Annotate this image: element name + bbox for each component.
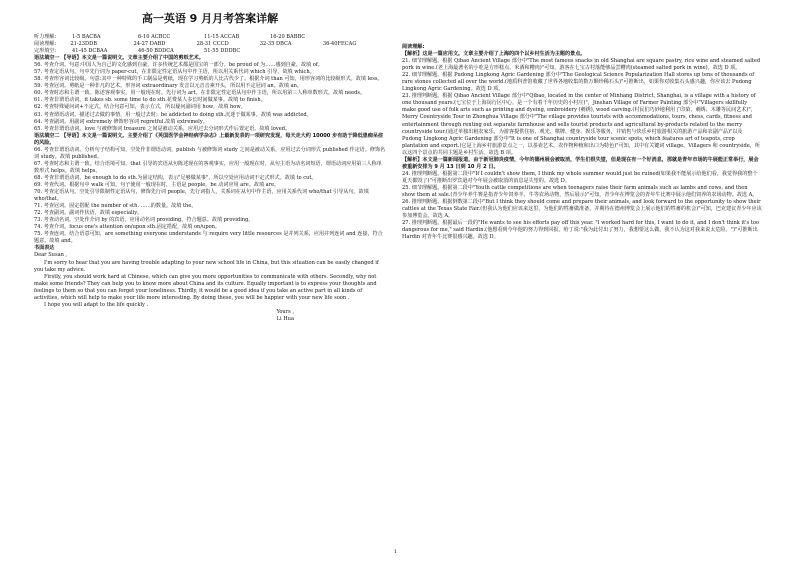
left-paragraph: 75. 考查连词。结合语意可知，are something everyone understands 与 require very little resources 是并列关系，应用并列连词 and 连接，符合题意。故填 and。 xyxy=(34,231,383,245)
right-paragraph: 【解析】这是一篇应用文。文章主要介绍了上海的四个以乡村生活为主题的景点。 xyxy=(402,51,586,58)
right-paragraph: 24. 推理判断题。根据第二段中"If I couldn't show them, I think my whole summer would just be ruined(如果我不能展示给他们看，我觉得我的整个夏天都毁了)"可推断出罗宾逊对今年展会被取消的消息是失望的。故选 D。 xyxy=(402,170,758,184)
left-paragraph: 70. 考查定语从句。空处引导限制性定语从句，修饰先行词 people，先行词指人，关系词在从句中作主语，应用关系代词 who/that 引导从句。故填 who/that。 xyxy=(34,189,369,203)
right-paragraph: 22. 细节理解题。根据 Pudong Lingkong Agric Gardening 部分中"The Geological Science Popularization Hall stores up tens of thousands of rare stones collected all over the world.(地质科普馆收藏了世界各地收集的数万颗珍稀石头)"可推断出，如果你对收集石头感兴趣，你应该去 Pudong Lingkong Agric Gardening。故选 D 项。 xyxy=(402,72,755,93)
left-paragraph: 语法填空一 【导语】本文是一篇说明文。文章主要介绍了中国的剪纸艺术。 xyxy=(34,55,204,62)
left-paragraph: 64. 考查副词。用副词 extremely 修饰形容词 regretful.故填 extremely。 xyxy=(34,118,208,125)
left-paragraph: 62. 考查特殊疑问词+不定式。结合句意可知，表示方式，所以疑问副词用 how。故填 how。 xyxy=(34,104,246,111)
left-paragraph: Dear Susan , xyxy=(34,252,68,259)
left-paragraph: 74. 考查介词。focus one's attention on/upon sth.固定搭配，故填 on/upon。 xyxy=(34,224,221,231)
answer-group: 6-10 ACBCC xyxy=(138,34,171,40)
left-paragraph: 60. 考查时态和主谓一致。陈述客观事实，用一般现在时。先行词为 art，在非限定性定语从句中作主语，所以用第三人称单数形式。故填 needs。 xyxy=(34,90,366,97)
answer-group: 32-35 DBCA xyxy=(259,41,292,48)
left-paragraph: 73. 考查动名词。空处作介词 by 的宾语，应用动名词 providing，符合题意。故填 providing。 xyxy=(34,217,254,224)
left-paragraph: 59. 考查冠词。剪纸是一种非凡的艺术。形容词 extraordinary 发音以元音音素开头，所以用不定冠词 an。故填 an。 xyxy=(34,83,303,90)
answer-group: 1-5 BACBA xyxy=(72,34,101,40)
right-paragraph: 21. 细节理解题。根据 Qibao Ancient Village 部分中"The most famous snacks in old Shanghai are square pastry, rice wine and steamed salted pork in wine.(老上海最著名的小吃是方形糕点、米酒和糟肉)"可知，游客在七宝古村落能够品尝糟肉(steamed salted pork in wine)。故选 D 项。 xyxy=(402,58,761,72)
left-paragraph: 58. 考查形容词比较级。句意:其中一种特殊的手工制品是剪纸，现在学习剪纸的人比古代少了。根据介词 than 可知，用形容词的比较级形式。故填 less。 xyxy=(34,76,383,83)
left-column xyxy=(34,34,386,323)
answer-group: 46-50 BDDCA xyxy=(138,48,174,55)
left-paragraph: 67. 考查时态和主谓一致。结合语境可知，that 引导的宾语从句陈述现在的客观事实，应用一般现在时，从句主语为动名词短语，谓语动词应用第三人称单数形式 helps。故填 helps。 xyxy=(34,160,382,174)
left-paragraph: 57. 考查定语从句。句中先行词为 paper-cut，在非限定性定语从句中作主语，所以用关系代词 which 引导，故填 which。 xyxy=(34,69,315,76)
right-paragraph: 阅读理解: xyxy=(402,44,425,50)
right-column xyxy=(402,44,762,241)
left-paragraph: 65. 考查非谓语动词。love 与被修饰词 treasure 之间是被动关系，应用过去分词形式作后置定语。故填 loved。 xyxy=(34,125,291,132)
right-paragraph: 25. 细节理解题。根据第二段中"Youth cattle competitions are when teenagers raise their farm animals such as lambs and cows, and then show them at sale.(青少年养牛赛是指青少年饲养羊、牛等农场动物，然后展示)"可知，青少年在博览会的青年牛比赛中展示他们饲养的农场动物。故选 A。 xyxy=(402,184,758,198)
answer-group: 41-45 DCBAA xyxy=(72,48,108,55)
answer-row xyxy=(34,41,386,48)
answer-group: 16-20 BABBC xyxy=(270,34,306,40)
left-paragraph: 63. 考查谓语动词。描述过去做的事情，用一般过去时；be addicted to doing sth.沉迷于做某事。故填 was addicted。 xyxy=(34,111,312,118)
left-explanations xyxy=(34,55,386,323)
left-paragraph: 56. 考查介词。句意:中国人为自己的文化感到自豪，许多传统艺术都是国宝的一部分。be proud of 为……感到自豪。故填 of。 xyxy=(34,62,323,69)
left-paragraph: Li Hua xyxy=(276,315,294,322)
left-paragraph: 66. 考查非谓语动词。分析句子结构可知，空处作非谓语动词，publish 与被修饰词 study 之间是被动关系，应用过去分词形式 published 作定语。修饰名词 study。故填 published。 xyxy=(34,146,386,160)
answer-group: 21-23DDB xyxy=(70,41,97,48)
answer-row-label: 完形填空: xyxy=(34,48,57,55)
page-number: 1 xyxy=(394,549,398,555)
answer-row-label: 听力理解: xyxy=(34,34,57,40)
answer-group: 28-31 CCCD xyxy=(196,41,229,48)
left-paragraph: 71. 考查冠词。固定搭配 the number of sth. ……的数量。故填 the。 xyxy=(34,203,197,210)
answer-row xyxy=(34,34,386,41)
answer-group: 51-55 DDDBC xyxy=(204,48,241,55)
left-paragraph: 72. 考查副词。副词作状语，故填 especially。 xyxy=(34,210,143,217)
left-paragraph: 书面表达 xyxy=(34,245,55,252)
right-paragraph: 【解析】本文是一篇新闻报道，由于新冠肺炎疫情，今年的德州展会被取消，学生们很失望，但是现在有一个好消息，那就是青年市场的牛展能正常举行，展会被重新安排为 9 月 13 日到 10 月 2 日。 xyxy=(402,156,759,170)
left-paragraph: 69. 考查代词。根据句中 walk 可知，句子使用一般现在时，主语是 people，be 动词应用 are。故填 are。 xyxy=(34,181,280,188)
answer-group: 24-27 DABD xyxy=(133,41,166,48)
answer-group: 36-40FECAG xyxy=(322,41,357,48)
right-paragraph: 27. 推理判断题。根据最后一段的"He wants to see his efforts pay off this year. "I worked hard for this, I want to do it, and I don't think it's too dangerous for me," said Hardin.(他想看到今年他的努力得到回报。哈丁说:"我为此付出了努力，我想要这么做，我不认为这对我来说太危险。")"可推断出 Hardin 对青年牛比赛很感兴趣。故选 D。 xyxy=(402,220,759,241)
left-paragraph: Yours , xyxy=(276,308,294,315)
left-paragraph: 61. 考查非谓语动词。it takes sb. some time to do sth.花费某人多长时间做某事。故填 to finish。 xyxy=(34,97,266,104)
right-paragraph: 23. 推理判断题。根据 Qibao Ancient Village 部分中"Qibao, located in the center of Minhang District, Shanghai, is a village with a history of one thousand years.(七宝位于上海闵行区中心，是一个有着千年历史的小村庄)"，Jinshan Village of Farmer Painting 部分中"Villagers skillfully make good use of folk arts such as printing and dyeing, embroidery (刺绣), wood carving.(村民们巧妙地利用了印染、刺绣、木雕等民间艺术)"，Merry Countryside Tour in Zhonghua Village 部分中"The village provides tourists with accommodations, tours, chess, cards, fitness and entertainment through renting out separate farmhouse and sells tourist products and agricultural by-products related to the merry countryside tour.(通过单独出租农家乐，为游客提供住宿、观光、棋牌、健身、娱乐等服务，并销售与快乐乡村旅游相关的旅游产品和农副产品)"以及 Pudong Lingkong Agric Gardening 部分中"It is one of Shanghai countryside tour scenic spots, which features art of teapots, crop plantation and export.(它是上海乡村旅游景点之一，以茶壶艺术、农作物种植和出口为特色)"可知，其中有关键词 village、Villagers 和 countryside，所以这四个景点的共同主题是乡村生活。故选 B 项。 xyxy=(402,93,760,156)
left-paragraph: I'm sorry to hear that you are having trouble adapting to your new school life in China, but this situation can be easily changed if you take my advice. xyxy=(34,259,379,273)
left-paragraph: 语法填空二 【导语】本文是一篇说明文。主要介绍了《英国医学会神经病学杂志》上最新发表的一项研究发现，每天走大约 10000 步有助于降低患痴呆症的风险。 xyxy=(34,132,384,146)
left-paragraph: Firstly, you should work hard at Chinese, which can give you more opportunities to communicate with others. Secondly, why not make some friends? They can help you to know more about China and its culture. Equally important is to express your thoughts and feelings to them so that you can forget your loneliness. Thirdly, it would be a good idea if you take an active part in all kinds of activities, which will help to make your life more interesting. By doing these, you will be happier with your new life soon . xyxy=(34,273,377,301)
answer-group: 11-15 ACCAB xyxy=(204,34,240,40)
answer-row-label: 阅读理解: xyxy=(34,41,57,48)
left-paragraph: 68. 考查非谓语动词。be enough to do sth.为固定结构，表示"足够做某事"，所以空处应用动词不定式形式。故填 to cut。 xyxy=(34,174,317,181)
right-paragraph: 26. 推理判断题。根据倒数第二段中"But I think they should come and prepare their animals, and look forward to the opportunity to show their cattles at the Texas State Fair.(但我认为他们应该来这里，为他们的牲畜做准备，并期待在德州博览会上展示他们的牲畜的机会)"可知，巴克建议青少年应该参加博览会。故选 A。 xyxy=(402,199,762,220)
answer-key xyxy=(34,34,386,55)
left-paragraph: I hope you will adapt to the life quickly . xyxy=(44,301,149,308)
page-title: 高一英语 9 月月考答案详解 xyxy=(141,12,279,25)
